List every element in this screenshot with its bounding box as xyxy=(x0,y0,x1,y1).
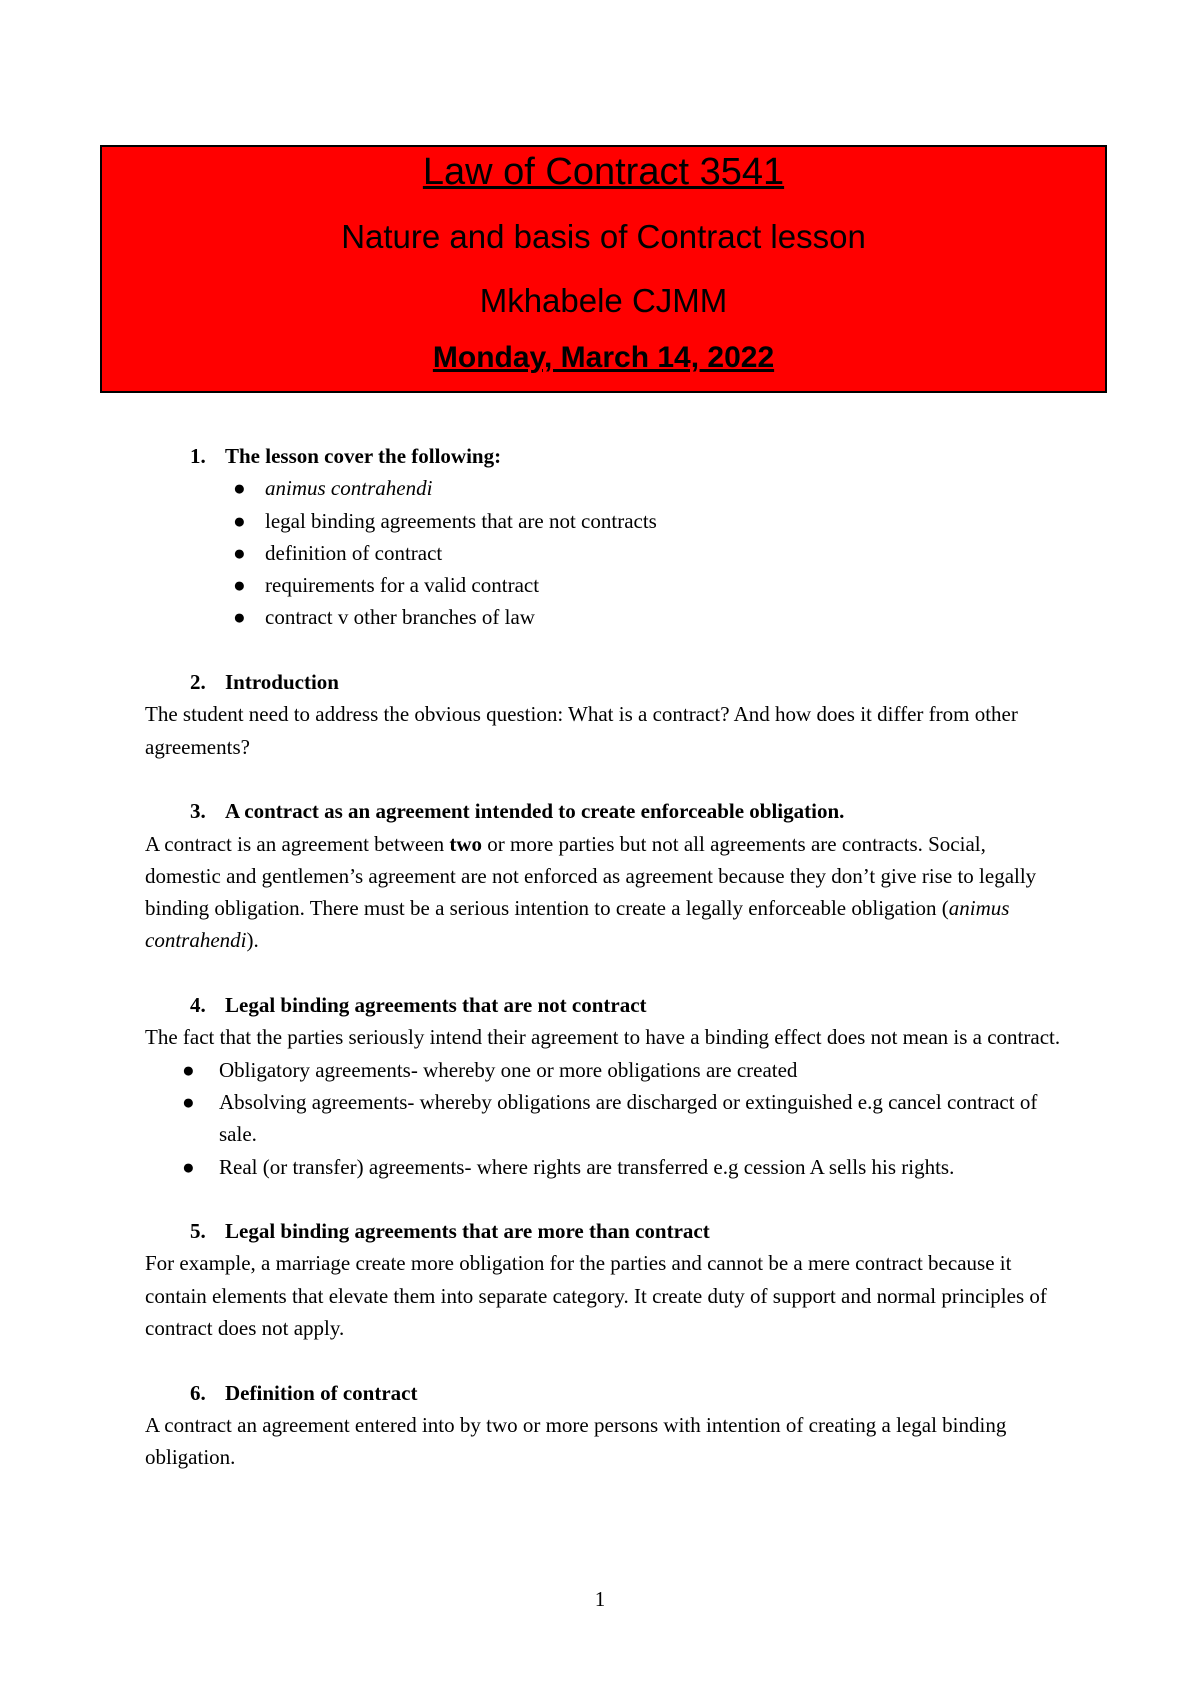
list-item-text: Obligatory agreements- whereby one or more obligations are created xyxy=(219,1057,798,1082)
section-title: Introduction xyxy=(225,670,339,695)
section-heading xyxy=(190,1215,1065,1247)
list-item xyxy=(233,601,1065,633)
author-name: Mkhabele CJMM xyxy=(479,282,728,319)
section-heading xyxy=(190,440,1065,472)
section-title: A contract as an agreement intended to create enforceable obligation. xyxy=(225,799,845,824)
section-heading xyxy=(190,989,1065,1021)
list-item-text: animus contrahendi xyxy=(265,476,433,501)
section-number: 2. xyxy=(190,670,206,695)
section-title: Legal binding agreements that are not contract xyxy=(225,993,647,1018)
list-item-text: contract v other branches of law xyxy=(265,605,535,630)
paragraph-bold-text: two xyxy=(449,831,483,856)
list-item xyxy=(233,472,1065,504)
paragraph-italic-text: animus contrahendi xyxy=(145,896,1010,953)
list-item xyxy=(233,505,1065,537)
list-item xyxy=(182,1054,1065,1086)
title-box xyxy=(100,145,1107,393)
section-title: Definition of contract xyxy=(225,1380,418,1405)
bullet-icon: ● xyxy=(182,1154,195,1179)
list-item xyxy=(233,569,1065,601)
section-paragraph: A contract an agreement entered into by two or more persons with intention of creating a legal binding obligation. xyxy=(145,1412,1007,1470)
section-paragraph: The student need to address the obvious question: What is a contract? And how does it differ from other agreements? xyxy=(145,702,1018,759)
bullet-icon: ● xyxy=(233,605,246,630)
list-item xyxy=(182,1151,1065,1183)
paragraph-text: or more parties but not all agreements are contracts. Social, domestic and gentlemen’s agreement are not enforced as agreement because they don’t give rise to legally binding obligation. There must be a serious intention to create a legally enforceable obligation ( xyxy=(145,831,1037,921)
section-title: Legal binding agreements that are more than contract xyxy=(225,1219,710,1244)
section-number: 1. xyxy=(190,444,206,468)
lesson-title: Nature and basis of Contract lesson xyxy=(341,218,866,255)
section-number: 6. xyxy=(190,1380,206,1405)
lesson-date: Monday, March 14, 2022 xyxy=(432,341,775,374)
bullet-icon: ● xyxy=(233,573,246,598)
list-item-text: definition of contract xyxy=(265,540,443,565)
agreement-types-list xyxy=(182,1054,1065,1183)
section-heading xyxy=(190,666,1065,698)
list-item-text: Absolving agreements- whereby obligations are discharged or extinguished e.g cancel contract of sale. xyxy=(219,1089,1038,1147)
section-number: 3. xyxy=(190,799,206,824)
page-number: 1 xyxy=(594,1587,606,1611)
bullet-icon: ● xyxy=(233,476,246,501)
section-heading xyxy=(190,1377,1065,1409)
section-number: 4. xyxy=(190,993,206,1018)
section-heading xyxy=(190,795,1065,827)
bullet-icon: ● xyxy=(182,1057,195,1082)
list-item xyxy=(182,1086,1065,1151)
section-number: 5. xyxy=(190,1219,206,1244)
section-paragraph xyxy=(145,828,1065,957)
section-paragraph: For example, a marriage create more obligation for the parties and cannot be a mere contract because it contain elements that elevate them into separate category. It create duty of support and normal principles of contract does not apply. xyxy=(145,1251,1047,1341)
list-item-text: legal binding agreements that are not contracts xyxy=(265,508,657,533)
list-item xyxy=(233,537,1065,569)
list-item-text: requirements for a valid contract xyxy=(265,573,540,598)
bullet-icon: ● xyxy=(182,1089,195,1114)
lesson-topics-list xyxy=(233,472,1065,633)
section-paragraph: The fact that the parties seriously intend their agreement to have a binding effect does not mean is a contract. xyxy=(145,1025,1061,1050)
document-body xyxy=(145,440,1065,1474)
bullet-icon: ● xyxy=(233,540,246,565)
paragraph-text: A contract is an agreement between xyxy=(145,831,450,856)
paragraph-text: ). xyxy=(246,928,259,953)
section-title: The lesson cover the following: xyxy=(225,444,502,468)
course-title: Law of Contract 3541 xyxy=(422,151,785,193)
list-item-text: Real (or transfer) agreements- where rights are transferred e.g cession A sells his rights. xyxy=(219,1154,955,1179)
bullet-icon: ● xyxy=(233,508,246,533)
